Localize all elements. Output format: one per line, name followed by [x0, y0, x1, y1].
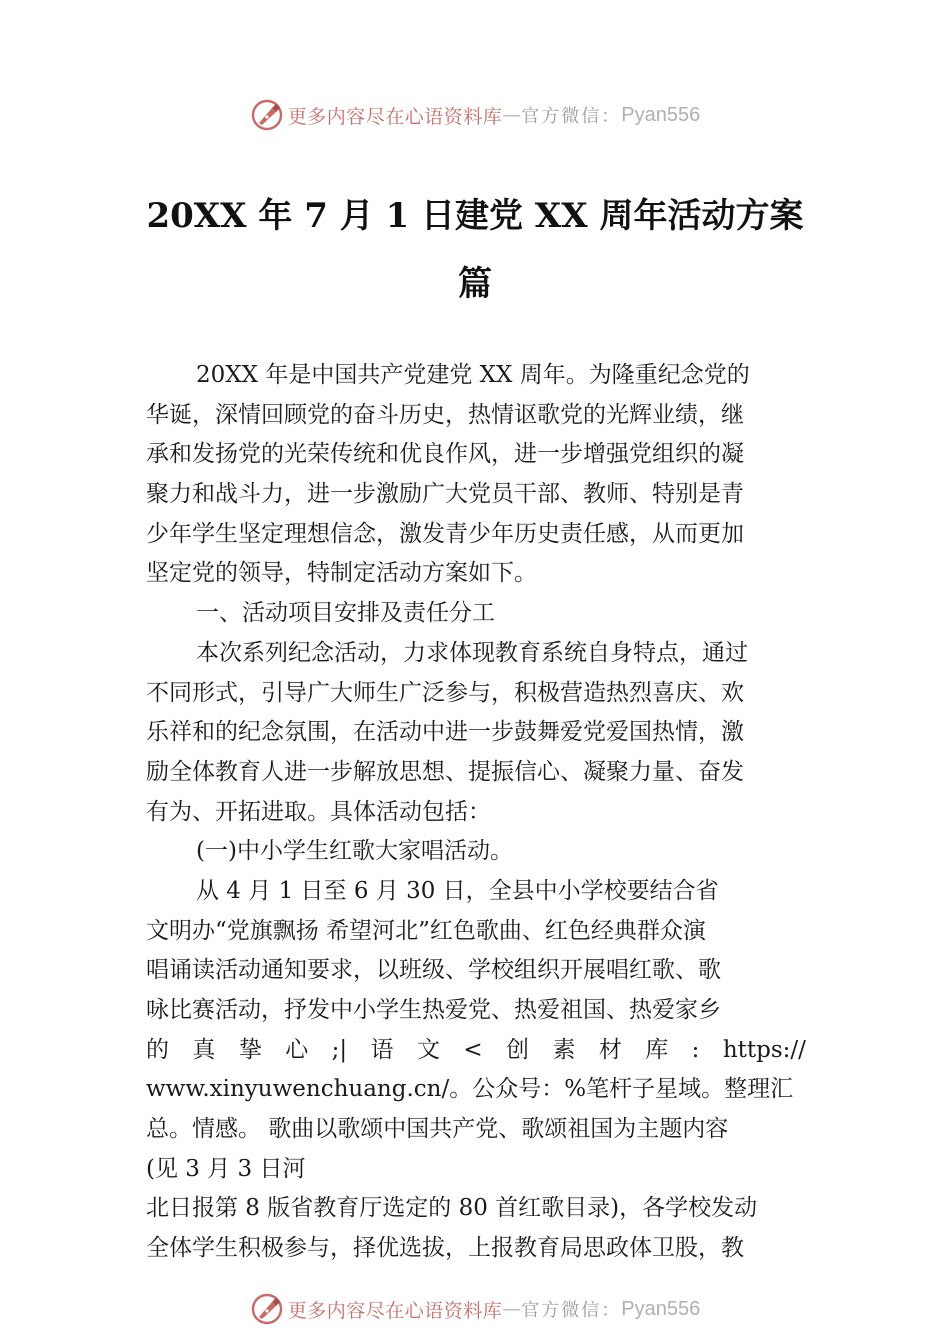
paragraph-line: 总。情感。 歌曲以歌颂中国共产党、歌颂祖国为主题内容	[146, 1116, 729, 1143]
spread-token: 创	[506, 1036, 530, 1063]
paragraph-line: 文明办“党旗飘扬 希望河北”红色歌曲、红色经典群众演	[146, 917, 706, 944]
paragraph-line: 华诞，深情回顾党的奋斗历史，热情讴歌党的光辉业绩，继	[146, 401, 744, 428]
paragraph-line: 励全体教育人进一步解放思想、提振信心、凝聚力量、奋发	[146, 758, 744, 785]
brand-text: 更多内容尽在心语资料库	[287, 1299, 503, 1322]
paragraph-line: 唱诵读活动通知要求，以班级、学校组织开展唱红歌、歌	[146, 957, 721, 984]
brand-text: 更多内容尽在心语资料库	[287, 105, 503, 128]
banner-separator: —	[502, 104, 522, 126]
banner-separator: —	[502, 1298, 522, 1320]
paragraph-line: 咏比赛活动，抒发中小学生热爱党、热爱祖国、热爱家乡	[146, 997, 721, 1023]
pen-nib-logo-icon	[250, 1292, 284, 1326]
spread-token: 库	[645, 1036, 669, 1063]
paragraph-line: www.xinyuwenchuang.cn/。公众号：%笔杆子星域。整理汇	[146, 1076, 794, 1103]
spread-token: ;|	[331, 1036, 348, 1063]
paragraph-line: 乐祥和的纪念氛围，在活动中进一步鼓舞爱党爱国热情，激	[146, 719, 744, 746]
wechat-label: 官方微信：	[521, 106, 622, 127]
paragraph-line: 聚力和战斗力，进一步激励广大党员干部、教师、特别是青	[146, 481, 744, 508]
subsection-heading: (一)中小学生红歌大家唱活动。	[196, 838, 513, 865]
spread-token: 语	[370, 1036, 394, 1063]
document-title-line-2: 篇	[458, 264, 492, 304]
spread-token: 挚	[238, 1036, 262, 1063]
footer-banner	[0, 1287, 950, 1331]
paragraph-line: 不同形式，引导广大师生广泛参与，积极营造热烈喜庆、欢	[146, 679, 744, 706]
paragraph-line: (见 3 月 3 日河	[146, 1155, 306, 1182]
paragraph-line: 从 4 月 1 日至 6 月 30 日，全县中小学校要结合省	[196, 877, 719, 904]
spread-token: :	[691, 1036, 700, 1063]
pen-nib-logo-icon	[250, 98, 284, 132]
paragraph-line: 承和发扬党的光荣传统和优良作风，进一步增强党组织的凝	[146, 441, 744, 468]
paragraph-line: 北日报第 8 版省教育厅选定的 80 首红歌目录)，各学校发动	[146, 1195, 758, 1222]
spread-token: 素	[552, 1036, 576, 1063]
spread-token: 材	[598, 1036, 622, 1063]
header-banner	[0, 93, 950, 137]
spread-token: 的	[146, 1036, 169, 1063]
wechat-id: Pyan556	[621, 1297, 701, 1320]
paragraph-line-spread	[146, 1031, 806, 1071]
paragraph-line: 有为、开拓进取。具体活动包括：	[146, 798, 491, 825]
spread-token: <	[463, 1036, 483, 1063]
spread-token: 心	[285, 1036, 309, 1063]
document-title-line-1: 20XX 年 7 月 1 日建党 XX 周年活动方案	[146, 196, 804, 236]
paragraph-line: 本次系列纪念活动，力求体现教育系统自身特点，通过	[196, 639, 748, 666]
document-body	[146, 356, 806, 1269]
wechat-label: 官方微信：	[521, 1300, 622, 1321]
section-heading: 一、活动项目安排及责任分工	[196, 600, 495, 627]
spread-token: https://	[722, 1036, 806, 1063]
paragraph-line: 坚定党的领导，特制定活动方案如下。	[146, 560, 537, 587]
spread-token: 文	[416, 1036, 440, 1063]
spread-token: 真	[192, 1036, 216, 1063]
paragraph-line: 20XX 年是中国共产党建党 XX 周年。为隆重纪念党的	[196, 362, 750, 388]
paragraph-line: 全体学生积极参与，择优选拔，上报教育局思政体卫股，教	[146, 1235, 744, 1262]
paragraph-line: 少年学生坚定理想信念，激发青少年历史责任感，从而更加	[146, 520, 744, 547]
wechat-id: Pyan556	[621, 103, 701, 126]
